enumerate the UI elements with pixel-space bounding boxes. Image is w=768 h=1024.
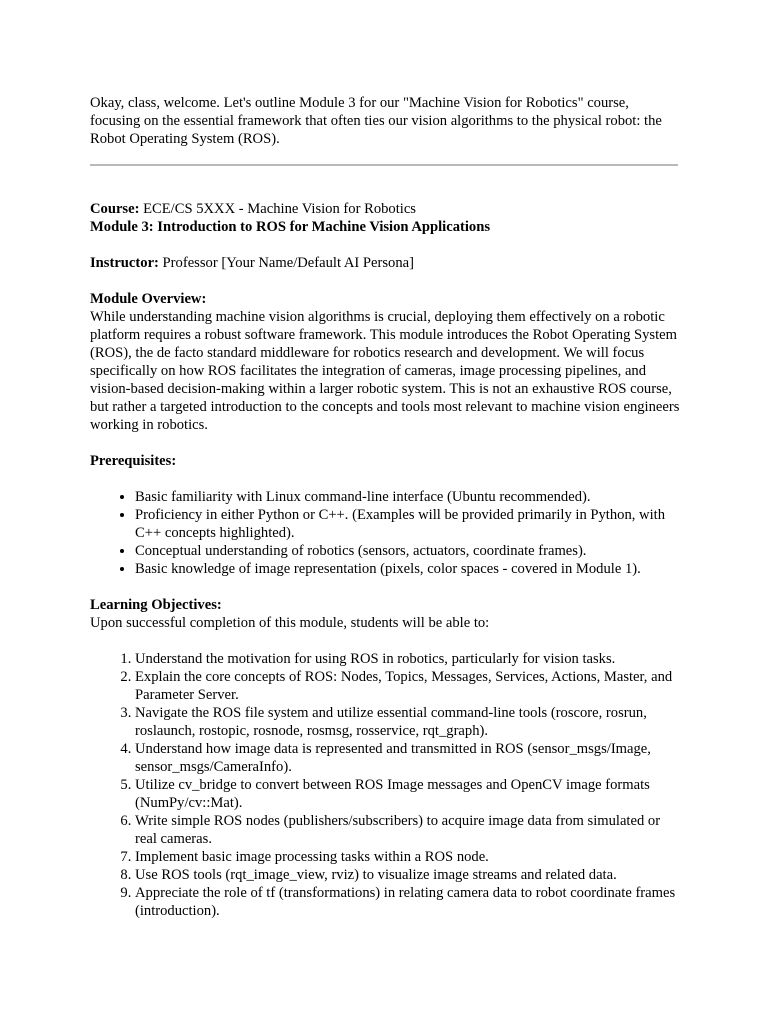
prerequisites-section <box>90 452 680 578</box>
prerequisites-heading <box>90 452 680 470</box>
learning-objectives-intro: Upon successful completion of this module, students will be able to: <box>90 615 490 631</box>
instructor-label: Instructor: <box>90 255 159 271</box>
learning-objectives-list <box>90 650 680 920</box>
list-item: 2. Explain the core concepts of ROS: Nodes, Topics, Messages, Services, Actions, Master, and Parameter Server. <box>135 668 680 704</box>
list-item: 7. Implement basic image processing tasks within a ROS node. <box>135 848 680 866</box>
course-line <box>90 200 680 218</box>
learning-objectives-heading <box>90 596 680 614</box>
instructor-line <box>90 254 680 272</box>
overview-heading <box>90 290 680 308</box>
overview-text: While understanding machine vision algorithms is crucial, deploying them effectively on a robotic platform requires a robust software framework. This module introduces the Robot Operating System (ROS), the de facto standard middleware for robotics research and development. We will focus specifically on how ROS facilitates the integration of cameras, image processing pipelines, and vision-based decision-making within a larger robotic system. This is not an exhaustive ROS course, but rather a targeted introduction to the concepts and tools most relevant to machine vision engineers working in robotics. <box>90 309 680 433</box>
list-item: 6. Write simple ROS nodes (publishers/subscribers) to acquire image data from simulated or real cameras. <box>135 812 680 848</box>
list-item: • Conceptual understanding of robotics (sensors, actuators, coordinate frames). <box>135 542 680 560</box>
prerequisites-heading-text: Prerequisites: <box>90 453 177 469</box>
document-body <box>90 94 680 920</box>
list-item: • Proficiency in either Python or C++. (Examples will be provided primarily in Python, with C++ concepts highlighted). <box>135 506 680 542</box>
horizontal-divider <box>90 164 678 166</box>
module-title <box>90 218 680 236</box>
course-label: Course: <box>90 201 140 217</box>
learning-objectives-section <box>90 596 680 920</box>
list-item: • Basic familiarity with Linux command-line interface (Ubuntu recommended). <box>135 488 680 506</box>
list-item: 4. Understand how image data is represented and transmitted in ROS (sensor_msgs/Image, sensor_msgs/CameraInfo). <box>135 740 680 776</box>
overview-heading-text: Module Overview: <box>90 291 207 307</box>
list-item: 5. Utilize cv_bridge to convert between ROS Image messages and OpenCV image formats (NumPy/cv::Mat). <box>135 776 680 812</box>
instructor-value: Professor [Your Name/Default AI Persona] <box>158 255 414 271</box>
list-item: 3. Navigate the ROS file system and utilize essential command-line tools (roscore, rosrun, roslaunch, rostopic, rosnode, rosmsg, rosservice, rqt_graph). <box>135 704 680 740</box>
overview-section <box>90 290 680 434</box>
list-item: 8. Use ROS tools (rqt_image_view, rviz) to visualize image streams and related data. <box>135 866 680 884</box>
list-item: 1. Understand the motivation for using ROS in robotics, particularly for vision tasks. <box>135 650 680 668</box>
list-item: • Basic knowledge of image representation (pixels, color spaces - covered in Module 1). <box>135 560 680 578</box>
course-info <box>90 200 680 236</box>
module-title-text: Module 3: Introduction to ROS for Machine Vision Applications <box>90 219 491 235</box>
list-item: 9. Appreciate the role of tf (transformations) in relating camera data to robot coordinate frames (introduction). <box>135 884 680 920</box>
learning-objectives-heading-text: Learning Objectives: <box>90 597 222 613</box>
intro-paragraph: Okay, class, welcome. Let's outline Module 3 for our "Machine Vision for Robotics" course, focusing on the essential framework that often ties our vision algorithms to the physical robot: the Robot Operating System (ROS). <box>90 95 662 147</box>
prerequisites-list <box>90 488 680 578</box>
course-value: ECE/CS 5XXX - Machine Vision for Robotics <box>139 201 416 217</box>
